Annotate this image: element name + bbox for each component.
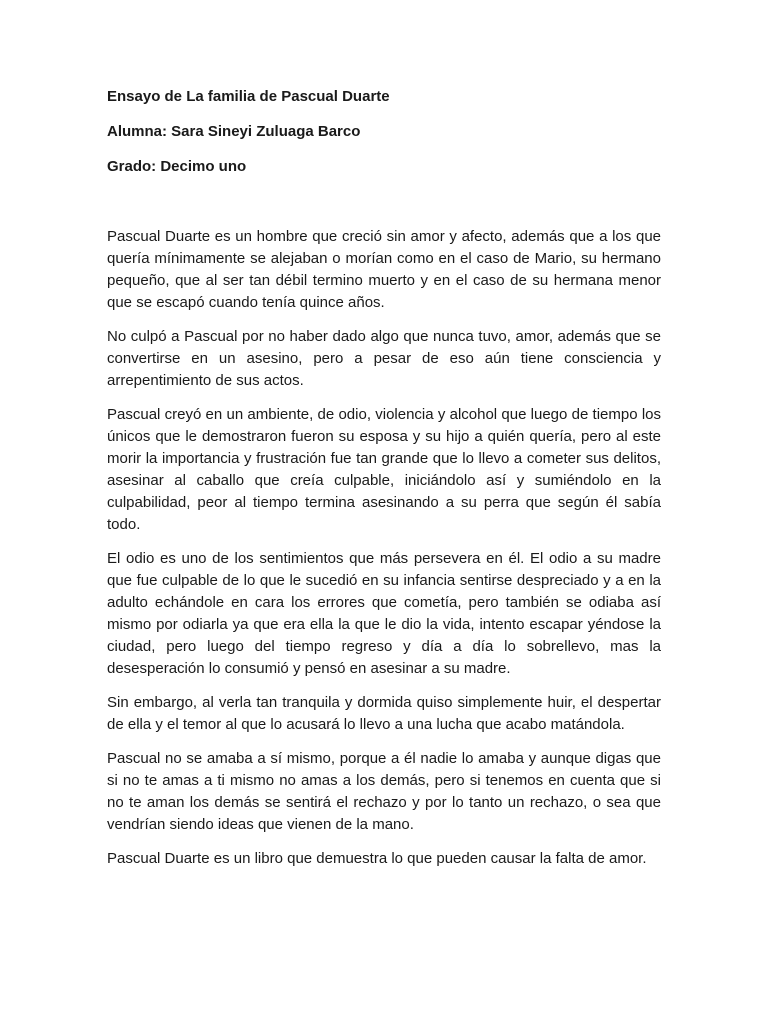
paragraph: Pascual no se amaba a sí mismo, porque a él nadie lo amaba y aunque digas que si no te amas a ti mismo no amas a los demás, pero si tenemos en cuenta que si no te aman los demás se sentirá el rechazo y por lo tanto un rechazo, o sea que vendrían siendo ideas que vienen de la mano. — [107, 750, 661, 833]
paragraph: No culpó a Pascual por no haber dado algo que nunca tuvo, amor, además que se convertirse en un asesino, pero a pesar de eso aún tiene consciencia y arrepentimiento de sus actos. — [107, 328, 661, 389]
paragraph: Sin embargo, al verla tan tranquila y dormida quiso simplemente huir, el despertar de ella y el temor al que lo acusará lo llevo a una lucha que acabo matándola. — [107, 694, 661, 733]
grade-line: Grado: Decimo uno — [107, 158, 247, 175]
student-name: Alumna: Sara Sineyi Zuluaga Barco — [107, 123, 361, 140]
paragraph: Pascual Duarte es un libro que demuestra lo que pueden causar la falta de amor. — [107, 850, 647, 867]
essay-title: Ensayo de La familia de Pascual Duarte — [107, 88, 390, 105]
essay-body — [107, 226, 661, 882]
document-header — [107, 88, 667, 193]
paragraph: Pascual Duarte es un hombre que creció sin amor y afecto, además que a los que quería mínimamente se alejaban o morían como en el caso de Mario, su hermano pequeño, que al ser tan débil termino muerto y en el caso de su hermana menor que se escapó cuando tenía quince años. — [107, 228, 661, 311]
paragraph: El odio es uno de los sentimientos que más persevera en él. El odio a su madre que fue culpable de lo que le sucedió en su infancia sentirse despreciado y a en la adulto echándole en cara los errores que cometía, pero también se odiaba así mismo por odiarla ya que era ella la que le dio la vida, intento escapar yéndose la ciudad, pero luego del tiempo regreso y día a día lo sobrellevo, mas la desesperación lo consumió y pensó en asesinar a su madre. — [107, 550, 661, 677]
paragraph: Pascual creyó en un ambiente, de odio, violencia y alcohol que luego de tiempo los únicos que le demostraron fueron su esposa y su hijo a quién quería, pero al este morir la importancia y frustración fue tan grande que lo llevo a cometer sus delitos, asesinar al caballo que creía culpable, iniciándolo así y sumiéndolo en la culpabilidad, peor al tiempo termina asesinando a su perra que según él sabía todo. — [107, 406, 661, 533]
